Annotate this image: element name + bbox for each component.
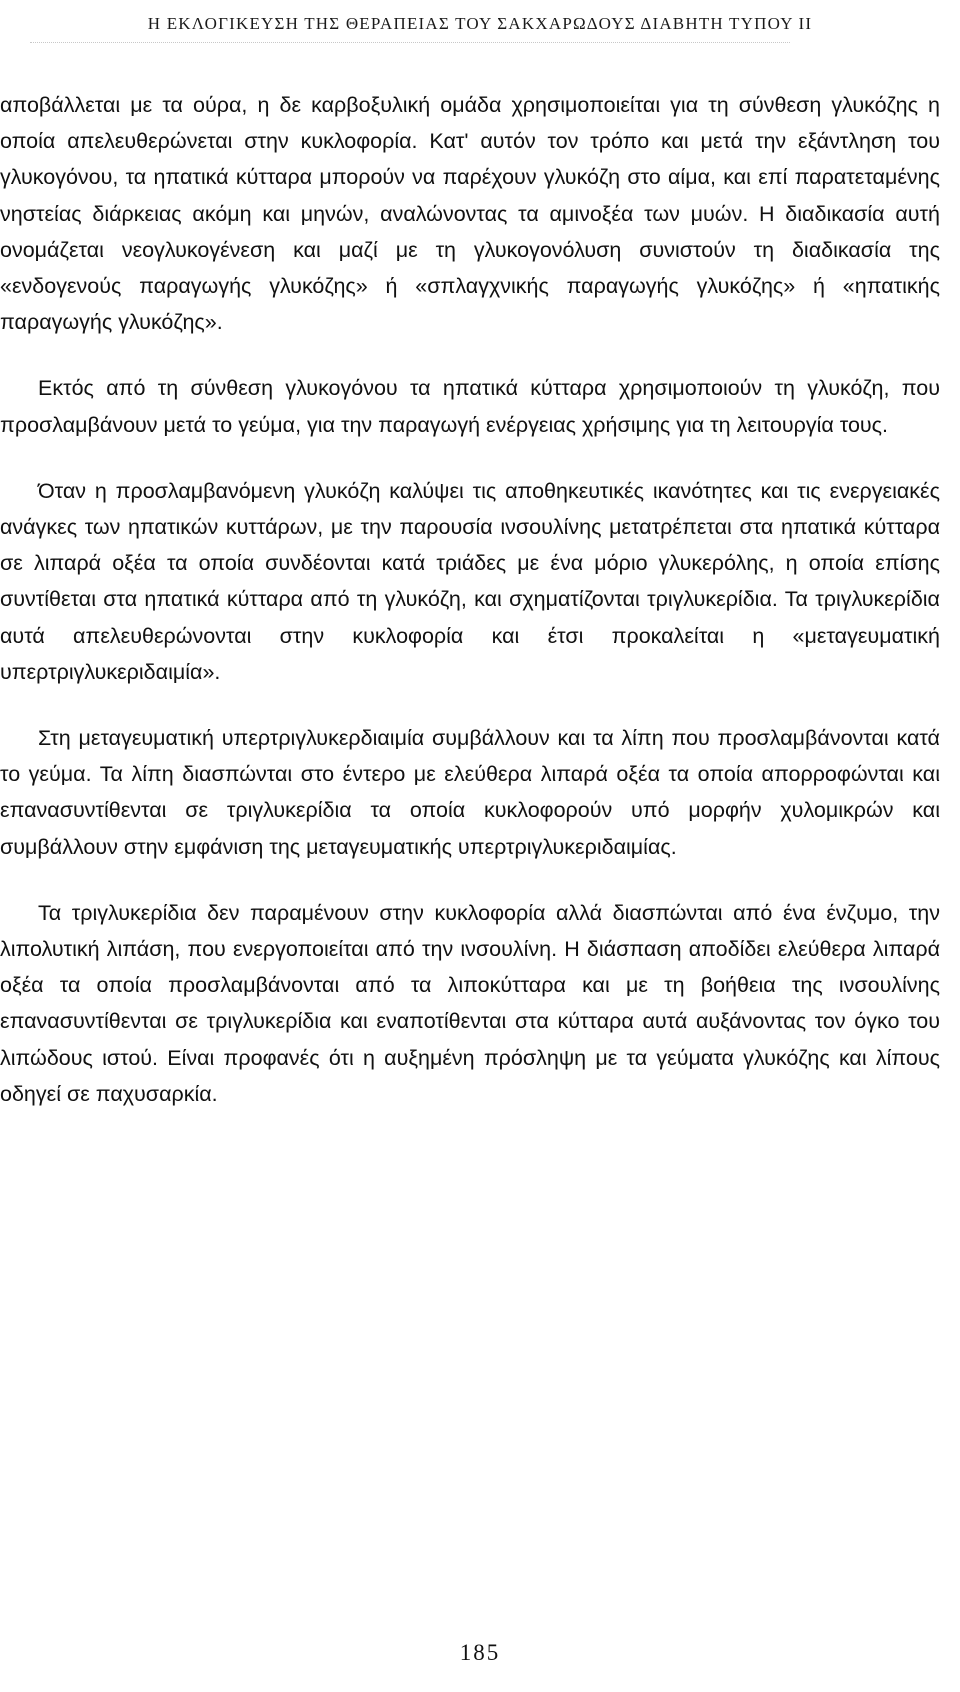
page-body	[0, 87, 940, 1142]
paragraph-4: Στη μεταγευματική υπερτριγλυκερδιαιμία συμβάλλουν και τα λίπη που προσλαμβάνονται κατά το γεύμα. Τα λίπη διασπώνται στο έντερο με ελεύθερα λιπαρά οξέα τα οποία απορροφώνται και επανασυντίθενται σε τριγλυκερίδια τα οποία κυκλοφορούν υπό μορφήν χυλομικρών και συμβάλλουν στην εμφάνιση της μεταγευματικής υπερτριγλυκεριδαιμίας.	[0, 726, 940, 859]
page-number: 185	[459, 1640, 501, 1665]
paragraph-5: Τα τριγλυκερίδια δεν παραμένουν στην κυκλοφορία αλλά διασπώνται από ένα ένζυμο, την λιπολυτική λιπάση, που ενεργοποιείται από την ινσουλίνη. Η διάσπαση αποδίδει ελεύθερα λιπαρά οξέα τα οποία προσλαμβάνονται από τα λιποκύτταρα και με τη βοήθεια της ινσουλίνης επανασυντίθενται σε τριγλυκερίδια και εναποτίθενται στα κύτταρα αυτά αυξάνοντας τον όγκο του λιπώδους ιστού. Είναι προφανές ότι η αυξημένη πρόσληψη με τα γεύματα γλυκόζης και λίπους οδηγεί σε παχυσαρκία.	[0, 900, 940, 1106]
paragraph-3: Όταν η προσλαμβανόμενη γλυκόζη καλύψει τις αποθηκευτικές ικανότητες και τις ενεργειακές ανάγκες των ηπατικών κυττάρων, με την παρουσία ινσουλίνης μετατρέπεται στα ηπατικά κύτταρα σε λιπαρά οξέα τα οποία συνδέονται κατά τριάδες με ένα μόριο γλυκερόλης, η οποία επίσης συντίθεται στα ηπατικά κύτταρα από τη γλυκόζη, και σχηματίζονται τριγλυκερίδια. Τα τριγλυκερίδια αυτά απελευθερώνονται στην κυκλοφορία και έτσι προκαλείται η «μεταγευματική υπερτριγλυκεριδαιμία».	[0, 478, 940, 684]
header-divider	[30, 42, 790, 43]
paragraph-2: Εκτός από τη σύνθεση γλυκογόνου τα ηπατικά κύτταρα χρησιμοποιούν τη γλυκόζη, που προσλαμβάνουν μετά το γεύμα, για την παραγωγή ενέργειας χρήσιμης για τη λειτουργία τους.	[0, 376, 940, 437]
running-header: Η ΕΚΛΟΓΙΚΕΥΣΗ ΤΗΣ ΘΕΡΑΠΕΙΑΣ ΤΟΥ ΣΑΚΧΑΡΩΔΟΥΣ ΔΙΑΒΗΤΗ ΤΥΠΟΥ ΙΙ	[147, 14, 813, 33]
paragraph-1: αποβάλλεται με τα ούρα, η δε καρβοξυλική ομάδα χρησιμοποιείται για τη σύνθεση γλυκόζης η οποία απελευθερώνεται στην κυκλοφορία. Κατ' αυτόν τον τρόπο και μετά την εξάντληση του γλυκογόνου, τα ηπατικά κύτταρα μπορούν να παρέχουν γλυκόζη στο αίμα, και επί παρατεταμένης νηστείας διάρκειας ακόμη και μηνών, αναλώνοντας τα αμινοξέα των μυών. Η διαδικασία αυτή ονομάζεται νεογλυκογένεση και μαζί με τη γλυκογονόλυση συνιστούν τη διαδικασία της «ενδογενούς παραγωγής γλυκόζης» ή «σπλαγχνικής παραγωγής γλυκόζης» ή «ηπατικής παραγωγής γλυκόζης».	[0, 93, 940, 335]
